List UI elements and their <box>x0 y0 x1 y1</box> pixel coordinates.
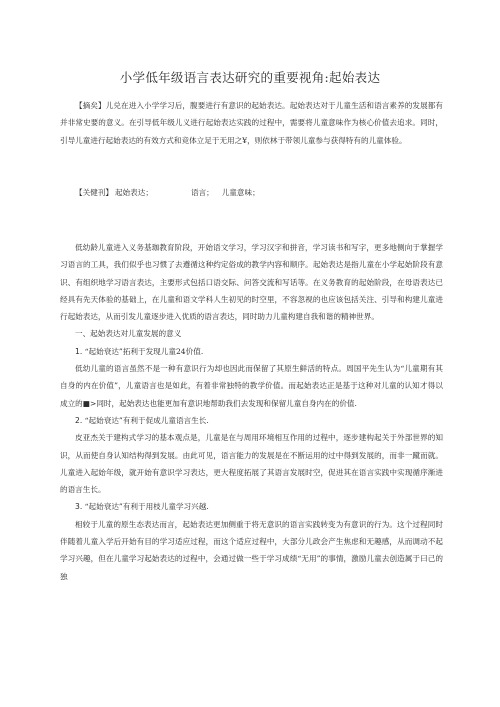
abstract-label: 【摘矣】 <box>75 101 106 110</box>
abstract-paragraph <box>60 97 443 149</box>
subsection-number: 1. <box>75 346 83 356</box>
subsection-number: 3. <box>75 502 83 512</box>
body-paragraph: 低幼龄儿童进入义务基珈教育阶段，开始语文学习，学习汉字和拼音，学习读书和写字，更多地侧向于掌握学习语言的工具，我们似乎也习惯了去遵循这种约定俗成的教学内容和顺序。起始表达是指儿童在小学起始阶段有意识、有组织地学习语言表达，主要形式包括口语交际、问答交流和写话等。在义务教育的起始阶段，在母语表达已经具有先天体验的基础上，在儿童和语文学科人生初见的时空里，不容忽视的也应该包括关注、引导和构建儿童进行起始表达，从而引发儿童逐步进入优质的语言表达，同时助力儿童构建自我和谐的精神世界。 <box>60 243 443 322</box>
keywords-section <box>60 184 443 201</box>
keyword-item: 语言； <box>190 188 214 197</box>
subsection-title: “起始衰达”拓利于发现儿童24价值. <box>84 346 204 356</box>
paper-title: 小学低年级语言表达研究的重要视角:起始表达 <box>119 70 381 85</box>
body-paragraph: 皮亚杰关于建构式学习的基本观点是，儿童是在与周用环境相互作用的过程中，逐步建构起关于外部世界的知识，从而使自身认知结构得到发展。由此可见，语言能力的发展是在不断运用的过中得到发展的，而非一蹴而就。儿童进入起始年级，就开始有意识学习表达，更大程度拓展了其语言发展时空，促进其在语言实践中实现循序渐进的语言生长。 <box>60 433 443 495</box>
keyword-item: 起始表达； <box>114 188 153 197</box>
keywords-line <box>60 184 443 201</box>
body-paragraph: 低幼儿童的语言虽然不是一种有意识行为却也因此而保留了其原生鲜活的特点。周国平先生认为“儿童期有其自身的内在价值”，儿童语言也是如此，有着非常独特的教学价值。而起始表达正是基于这种对儿童的认知才得以成立的■>同时，起始表达也能更加有意识地帮助我们去发现和保留儿童自身内在的价值. <box>60 364 443 408</box>
body-section <box>60 239 443 585</box>
abstract-text: 儿兑在进入小学学习后，腹要进行有意识的起始表达。起始表达对于儿童生活和语言素养的发展都有并非常史要的意义。在引导低年级儿义进行起始表达实践的过程中，需要将儿童意味作为核心价值去追求。同时，引导儿童进行起始表达的有效方式和竞体立足于无用之¥，则依林于带领儿童参与获得特有的儿童体验。 <box>60 101 444 145</box>
subsection-heading <box>60 412 443 429</box>
keyword-item: 儿童意味； <box>221 188 260 197</box>
abstract-section <box>60 97 443 149</box>
body-paragraph: 相较于儿童的原生态表达而言，起始表达更加侧重于将无意识的语言实践转变为有意识的行为。这个过程同时伴随着儿童入学后开始有目的学习适应过程，而这个适应过程中，大部分儿政会产生焦虑和无趣感，从而调动不起学习兴趣，但在儿童学习起始表达的过程中，会通过做一些于学习成绩“无用”的事情，激励儿童去创造属于曰己的独 <box>60 519 443 581</box>
subsection-title: “起始衰达”有利于用枝儿童学习兴越. <box>84 502 209 512</box>
subsection-title: “起始衰达”有利于促成儿童语言生长. <box>84 415 209 425</box>
subsection-heading <box>60 343 443 360</box>
keywords-label: 【关健刊】 <box>75 188 113 197</box>
section-heading: 一、起始表达对儿童发展的意义 <box>75 329 182 339</box>
subsection-heading <box>60 498 443 515</box>
subsection-number: 2. <box>75 415 83 425</box>
